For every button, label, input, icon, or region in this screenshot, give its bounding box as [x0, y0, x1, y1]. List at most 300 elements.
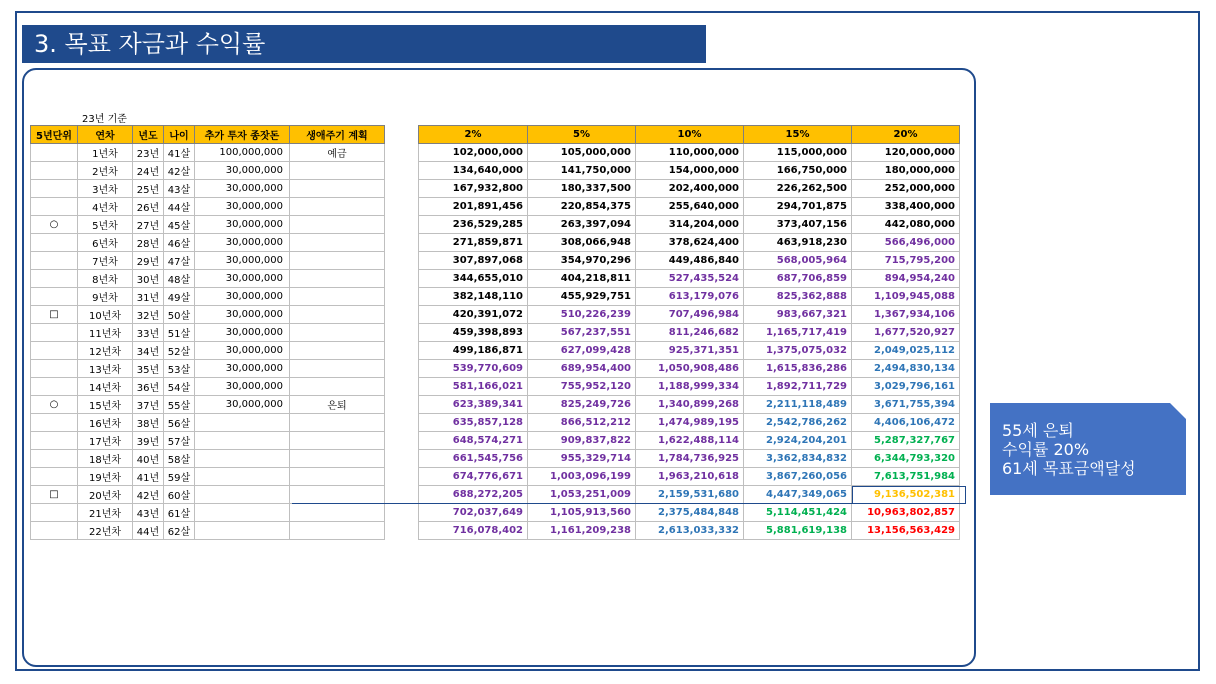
returns-row: [419, 342, 960, 360]
return-value-cell: 1,053,251,009: [528, 486, 636, 504]
year-count-cell: 15년차: [78, 396, 133, 414]
year-cell: 40년: [133, 450, 164, 468]
five-year-mark: [31, 198, 78, 216]
returns-row: [419, 288, 960, 306]
return-value-cell: 10,963,802,857: [852, 504, 960, 522]
age-cell: 52살: [164, 342, 195, 360]
return-value-cell: 635,857,128: [419, 414, 528, 432]
year-cell: 27년: [133, 216, 164, 234]
plan-row: [31, 288, 385, 306]
return-value-cell: 1,677,520,927: [852, 324, 960, 342]
year-count-cell: 20년차: [78, 486, 133, 504]
age-cell: 45살: [164, 216, 195, 234]
return-value-cell: 1,109,945,088: [852, 288, 960, 306]
age-cell: 54살: [164, 378, 195, 396]
plan-row: [31, 342, 385, 360]
plan-cell: [290, 522, 385, 540]
header-year-count: 연차: [78, 126, 133, 144]
plan-row: [31, 306, 385, 324]
plan-row: [31, 180, 385, 198]
returns-row: [419, 234, 960, 252]
year-count-cell: 17년차: [78, 432, 133, 450]
return-value-cell: 1,784,736,925: [636, 450, 744, 468]
plan-row: [31, 396, 385, 414]
year-count-cell: 10년차: [78, 306, 133, 324]
return-value-cell: 1,622,488,114: [636, 432, 744, 450]
plan-row: [31, 432, 385, 450]
year-cell: 25년: [133, 180, 164, 198]
age-cell: 60살: [164, 486, 195, 504]
header-year: 년도: [133, 126, 164, 144]
plan-row: [31, 234, 385, 252]
return-value-cell: 613,179,076: [636, 288, 744, 306]
plan-table-header-row: [31, 126, 385, 144]
return-value-cell: 539,770,609: [419, 360, 528, 378]
return-value-cell: 1,367,934,106: [852, 306, 960, 324]
return-value-cell: 687,706,859: [744, 270, 852, 288]
callout-target-age: 61세 목표금액달성: [1002, 459, 1136, 478]
five-year-mark: [31, 468, 78, 486]
return-value-cell: 499,186,871: [419, 342, 528, 360]
target-cell-highlight: [852, 486, 966, 504]
return-value-cell: 2,375,484,848: [636, 504, 744, 522]
return-value-cell: 1,161,209,238: [528, 522, 636, 540]
returns-row: [419, 144, 960, 162]
return-value-cell: 201,891,456: [419, 198, 528, 216]
plan-table: [30, 125, 385, 540]
year-count-cell: 19년차: [78, 468, 133, 486]
age-cell: 43살: [164, 180, 195, 198]
year-count-cell: 22년차: [78, 522, 133, 540]
return-value-cell: 115,000,000: [744, 144, 852, 162]
five-year-mark: □: [31, 306, 78, 324]
investment-cell: 30,000,000: [195, 396, 290, 414]
slide-title: 3. 목표 자금과 수익률: [22, 25, 706, 63]
year-cell: 35년: [133, 360, 164, 378]
return-value-cell: 648,574,271: [419, 432, 528, 450]
return-value-cell: 167,932,800: [419, 180, 528, 198]
returns-row: [419, 504, 960, 522]
investment-cell: [195, 468, 290, 486]
year-cell: 29년: [133, 252, 164, 270]
return-value-cell: 689,954,400: [528, 360, 636, 378]
investment-cell: 30,000,000: [195, 288, 290, 306]
year-cell: 39년: [133, 432, 164, 450]
plan-row: [31, 198, 385, 216]
return-value-cell: 811,246,682: [636, 324, 744, 342]
return-value-cell: 420,391,072: [419, 306, 528, 324]
year-cell: 23년: [133, 144, 164, 162]
return-value-cell: 3,362,834,832: [744, 450, 852, 468]
age-cell: 42살: [164, 162, 195, 180]
return-value-cell: 894,954,240: [852, 270, 960, 288]
year-count-cell: 16년차: [78, 414, 133, 432]
plan-cell: [290, 342, 385, 360]
return-value-cell: 463,918,230: [744, 234, 852, 252]
return-value-cell: 6,344,793,320: [852, 450, 960, 468]
age-cell: 51살: [164, 324, 195, 342]
plan-cell: 예금: [290, 144, 385, 162]
returns-row: [419, 378, 960, 396]
plan-cell: [290, 306, 385, 324]
five-year-mark: [31, 522, 78, 540]
plan-cell: [290, 378, 385, 396]
age-cell: 56살: [164, 414, 195, 432]
return-value-cell: 307,897,068: [419, 252, 528, 270]
return-value-cell: 5,881,619,138: [744, 522, 852, 540]
investment-cell: 100,000,000: [195, 144, 290, 162]
plan-cell: [290, 504, 385, 522]
return-value-cell: 382,148,110: [419, 288, 528, 306]
age-cell: 47살: [164, 252, 195, 270]
year-count-cell: 9년차: [78, 288, 133, 306]
return-value-cell: 308,066,948: [528, 234, 636, 252]
plan-cell: [290, 288, 385, 306]
five-year-mark: [31, 378, 78, 396]
return-value-cell: 567,237,551: [528, 324, 636, 342]
five-year-mark: [31, 324, 78, 342]
year-cell: 38년: [133, 414, 164, 432]
year-count-cell: 3년차: [78, 180, 133, 198]
return-value-cell: 3,029,796,161: [852, 378, 960, 396]
five-year-mark: ○: [31, 396, 78, 414]
return-value-cell: 1,188,999,334: [636, 378, 744, 396]
return-value-cell: 180,000,000: [852, 162, 960, 180]
return-value-cell: 627,099,428: [528, 342, 636, 360]
return-value-cell: 688,272,205: [419, 486, 528, 504]
return-value-cell: 166,750,000: [744, 162, 852, 180]
plan-cell: 은퇴: [290, 396, 385, 414]
year-cell: 31년: [133, 288, 164, 306]
five-year-mark: [31, 504, 78, 522]
return-value-cell: 13,156,563,429: [852, 522, 960, 540]
return-value-cell: 102,000,000: [419, 144, 528, 162]
base-year-note: 23년 기준: [82, 114, 127, 125]
callout-retire-age: 55세 은퇴: [1002, 421, 1074, 440]
return-value-cell: 226,262,500: [744, 180, 852, 198]
return-value-cell: 3,867,260,056: [744, 468, 852, 486]
year-count-cell: 11년차: [78, 324, 133, 342]
return-value-cell: 9,136,502,381: [852, 486, 960, 504]
return-value-cell: 338,400,000: [852, 198, 960, 216]
age-cell: 44살: [164, 198, 195, 216]
plan-row: [31, 162, 385, 180]
age-cell: 48살: [164, 270, 195, 288]
plan-row: [31, 360, 385, 378]
return-value-cell: 404,218,811: [528, 270, 636, 288]
return-value-cell: 581,166,021: [419, 378, 528, 396]
returns-row: [419, 360, 960, 378]
investment-cell: [195, 486, 290, 504]
age-cell: 46살: [164, 234, 195, 252]
investment-cell: [195, 414, 290, 432]
return-value-cell: 1,892,711,729: [744, 378, 852, 396]
age-cell: 41살: [164, 144, 195, 162]
year-cell: 41년: [133, 468, 164, 486]
year-cell: 43년: [133, 504, 164, 522]
age-cell: 49살: [164, 288, 195, 306]
plan-cell: [290, 468, 385, 486]
five-year-mark: □: [31, 486, 78, 504]
return-value-cell: 2,613,033,332: [636, 522, 744, 540]
plan-cell: [290, 414, 385, 432]
year-count-cell: 2년차: [78, 162, 133, 180]
plan-row: [31, 468, 385, 486]
return-value-cell: 568,005,964: [744, 252, 852, 270]
return-value-cell: 1,105,913,560: [528, 504, 636, 522]
age-cell: 61살: [164, 504, 195, 522]
year-cell: 30년: [133, 270, 164, 288]
year-count-cell: 18년차: [78, 450, 133, 468]
return-value-cell: 378,624,400: [636, 234, 744, 252]
returns-table: [418, 125, 960, 540]
year-cell: 28년: [133, 234, 164, 252]
plan-row: [31, 270, 385, 288]
investment-cell: 30,000,000: [195, 216, 290, 234]
return-value-cell: 1,963,210,618: [636, 468, 744, 486]
investment-cell: [195, 432, 290, 450]
five-year-mark: [31, 342, 78, 360]
returns-row: [419, 432, 960, 450]
five-year-mark: [31, 144, 78, 162]
return-value-cell: 510,226,239: [528, 306, 636, 324]
return-value-cell: 1,474,989,195: [636, 414, 744, 432]
investment-cell: 30,000,000: [195, 306, 290, 324]
header-age: 나이: [164, 126, 195, 144]
return-value-cell: 2,049,025,112: [852, 342, 960, 360]
return-value-cell: 3,671,755,394: [852, 396, 960, 414]
plan-row: [31, 216, 385, 234]
year-count-cell: 7년차: [78, 252, 133, 270]
age-cell: 59살: [164, 468, 195, 486]
return-value-cell: 866,512,212: [528, 414, 636, 432]
return-value-cell: 105,000,000: [528, 144, 636, 162]
return-value-cell: 294,701,875: [744, 198, 852, 216]
return-value-cell: 354,970,296: [528, 252, 636, 270]
return-value-cell: 141,750,000: [528, 162, 636, 180]
returns-row: [419, 450, 960, 468]
year-cell: 34년: [133, 342, 164, 360]
returns-row: [419, 198, 960, 216]
returns-row: [419, 522, 960, 540]
return-value-cell: 4,447,349,065: [744, 486, 852, 504]
age-cell: 62살: [164, 522, 195, 540]
return-value-cell: 983,667,321: [744, 306, 852, 324]
investment-cell: [195, 504, 290, 522]
return-value-cell: 373,407,156: [744, 216, 852, 234]
return-value-cell: 661,545,756: [419, 450, 528, 468]
investment-cell: 30,000,000: [195, 180, 290, 198]
investment-cell: 30,000,000: [195, 342, 290, 360]
investment-cell: 30,000,000: [195, 198, 290, 216]
return-value-cell: 455,929,751: [528, 288, 636, 306]
return-value-cell: 120,000,000: [852, 144, 960, 162]
returns-row: [419, 324, 960, 342]
investment-cell: 30,000,000: [195, 360, 290, 378]
five-year-mark: [31, 414, 78, 432]
five-year-mark: [31, 270, 78, 288]
header-additional-investment: 추가 투자 종잣돈: [195, 126, 290, 144]
year-cell: 24년: [133, 162, 164, 180]
callout-return-rate: 수익률 20%: [1002, 440, 1090, 459]
year-count-cell: 13년차: [78, 360, 133, 378]
callout-notch: [1170, 403, 1186, 419]
year-cell: 36년: [133, 378, 164, 396]
return-value-cell: 7,613,751,984: [852, 468, 960, 486]
return-value-cell: 4,406,106,472: [852, 414, 960, 432]
plan-cell: [290, 432, 385, 450]
return-value-cell: 344,655,010: [419, 270, 528, 288]
year-count-cell: 8년차: [78, 270, 133, 288]
age-cell: 50살: [164, 306, 195, 324]
return-value-cell: 271,859,871: [419, 234, 528, 252]
returns-row: [419, 216, 960, 234]
year-cell: 32년: [133, 306, 164, 324]
return-value-cell: 459,398,893: [419, 324, 528, 342]
year-count-cell: 14년차: [78, 378, 133, 396]
investment-cell: 30,000,000: [195, 378, 290, 396]
plan-row: [31, 144, 385, 162]
return-value-cell: 2,542,786,262: [744, 414, 852, 432]
investment-cell: [195, 450, 290, 468]
return-value-cell: 2,211,118,489: [744, 396, 852, 414]
year-cell: 44년: [133, 522, 164, 540]
investment-cell: 30,000,000: [195, 252, 290, 270]
return-value-cell: 674,776,671: [419, 468, 528, 486]
return-value-cell: 255,640,000: [636, 198, 744, 216]
plan-row: [31, 378, 385, 396]
plan-cell: [290, 324, 385, 342]
return-value-cell: 134,640,000: [419, 162, 528, 180]
return-value-cell: 180,337,500: [528, 180, 636, 198]
plan-row: [31, 450, 385, 468]
return-value-cell: 442,080,000: [852, 216, 960, 234]
year-cell: 37년: [133, 396, 164, 414]
return-value-cell: 1,375,075,032: [744, 342, 852, 360]
return-value-cell: 202,400,000: [636, 180, 744, 198]
header-rate-10: 10%: [636, 126, 744, 144]
plan-cell: [290, 360, 385, 378]
year-cell: 42년: [133, 486, 164, 504]
age-cell: 58살: [164, 450, 195, 468]
return-value-cell: 314,204,000: [636, 216, 744, 234]
age-cell: 57살: [164, 432, 195, 450]
return-value-cell: 715,795,200: [852, 252, 960, 270]
return-value-cell: 825,249,726: [528, 396, 636, 414]
return-value-cell: 1,615,836,286: [744, 360, 852, 378]
plan-cell: [290, 450, 385, 468]
header-5year-unit: 5년단위: [31, 126, 78, 144]
return-value-cell: 1,003,096,199: [528, 468, 636, 486]
return-value-cell: 449,486,840: [636, 252, 744, 270]
return-value-cell: 707,496,984: [636, 306, 744, 324]
return-value-cell: 236,529,285: [419, 216, 528, 234]
return-value-cell: 755,952,120: [528, 378, 636, 396]
return-value-cell: 566,496,000: [852, 234, 960, 252]
header-lifecycle-plan: 생애주기 계획: [290, 126, 385, 144]
year-count-cell: 12년차: [78, 342, 133, 360]
return-value-cell: 1,050,908,486: [636, 360, 744, 378]
return-value-cell: 527,435,524: [636, 270, 744, 288]
year-count-cell: 1년차: [78, 144, 133, 162]
returns-row: [419, 468, 960, 486]
returns-row: [419, 162, 960, 180]
investment-cell: 30,000,000: [195, 270, 290, 288]
header-rate-15: 15%: [744, 126, 852, 144]
header-rate-5: 5%: [528, 126, 636, 144]
return-value-cell: 2,494,830,134: [852, 360, 960, 378]
returns-row: [419, 270, 960, 288]
return-value-cell: 252,000,000: [852, 180, 960, 198]
return-value-cell: 702,037,649: [419, 504, 528, 522]
return-value-cell: 623,389,341: [419, 396, 528, 414]
investment-cell: 30,000,000: [195, 162, 290, 180]
plan-row: [31, 504, 385, 522]
return-value-cell: 154,000,000: [636, 162, 744, 180]
plan-row: [31, 414, 385, 432]
header-rate-20: 20%: [852, 126, 960, 144]
year-cell: 26년: [133, 198, 164, 216]
return-value-cell: 925,371,351: [636, 342, 744, 360]
plan-cell: [290, 198, 385, 216]
age-cell: 55살: [164, 396, 195, 414]
plan-row: [31, 252, 385, 270]
return-value-cell: 110,000,000: [636, 144, 744, 162]
summary-callout: [990, 403, 1186, 495]
return-value-cell: 1,165,717,419: [744, 324, 852, 342]
plan-cell: [290, 180, 385, 198]
year-count-cell: 5년차: [78, 216, 133, 234]
returns-row: [419, 252, 960, 270]
return-value-cell: 2,159,531,680: [636, 486, 744, 504]
return-value-cell: 220,854,375: [528, 198, 636, 216]
five-year-mark: [31, 288, 78, 306]
plan-cell: [290, 162, 385, 180]
year-count-cell: 4년차: [78, 198, 133, 216]
plan-row: [31, 324, 385, 342]
return-value-cell: 1,340,899,268: [636, 396, 744, 414]
five-year-mark: [31, 234, 78, 252]
return-value-cell: 263,397,094: [528, 216, 636, 234]
plan-cell: [290, 234, 385, 252]
five-year-mark: [31, 450, 78, 468]
five-year-mark: ○: [31, 216, 78, 234]
plan-cell: [290, 252, 385, 270]
return-value-cell: 2,924,204,201: [744, 432, 852, 450]
five-year-mark: [31, 180, 78, 198]
plan-cell: [290, 216, 385, 234]
return-value-cell: 716,078,402: [419, 522, 528, 540]
return-value-cell: 909,837,822: [528, 432, 636, 450]
plan-row: [31, 522, 385, 540]
return-value-cell: 5,114,451,424: [744, 504, 852, 522]
five-year-mark: [31, 432, 78, 450]
year-cell: 33년: [133, 324, 164, 342]
age-cell: 53살: [164, 360, 195, 378]
year-count-cell: 21년차: [78, 504, 133, 522]
returns-row: [419, 306, 960, 324]
five-year-mark: [31, 360, 78, 378]
returns-row: [419, 180, 960, 198]
returns-row: [419, 396, 960, 414]
five-year-mark: [31, 252, 78, 270]
header-rate-2: 2%: [419, 126, 528, 144]
return-value-cell: 825,362,888: [744, 288, 852, 306]
year-count-cell: 6년차: [78, 234, 133, 252]
investment-cell: [195, 522, 290, 540]
returns-table-header-row: [419, 126, 960, 144]
return-value-cell: 5,287,327,767: [852, 432, 960, 450]
